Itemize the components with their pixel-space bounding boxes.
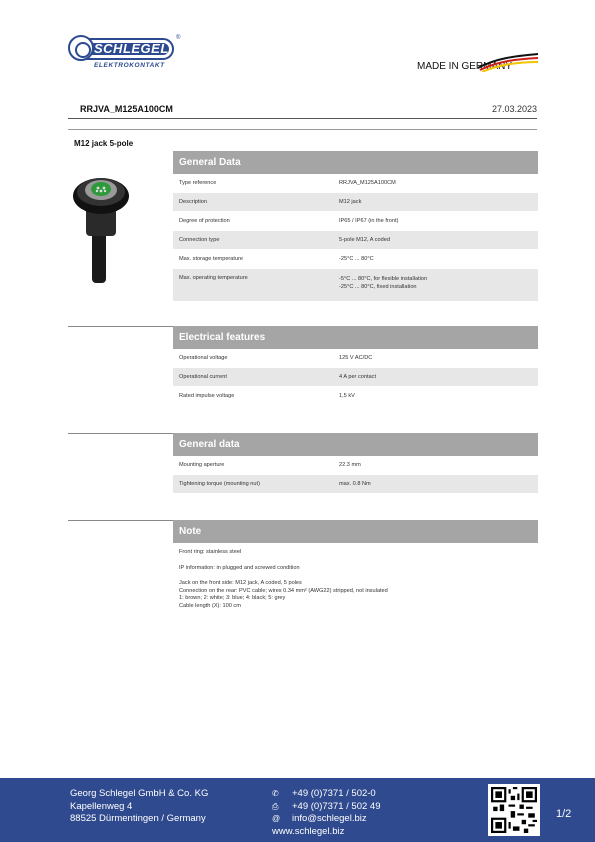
company-name: Georg Schlegel GmbH & Co. KG — [70, 788, 209, 799]
table-row — [173, 349, 538, 368]
row-value — [339, 275, 538, 291]
table-row — [173, 212, 538, 231]
document-id: RRJVA_M125A100CM — [80, 104, 173, 114]
email-icon: @ — [272, 814, 281, 823]
made-in-label: MADE IN GERMANY — [417, 61, 513, 72]
row-value: 1,5 kV — [339, 393, 355, 399]
fax-number: +49 (0)7371 / 502 49 — [292, 800, 381, 812]
logo-brand-text: SCHLEGEL — [94, 41, 169, 56]
note-paragraph: IP information: in plugged and screwed condition — [179, 564, 300, 571]
document-date: 27.03.2023 — [491, 104, 537, 114]
logo-emblem-icon — [68, 35, 94, 61]
note-line: Cable length (X): 100 cm — [179, 602, 241, 609]
table-row — [173, 269, 538, 302]
electrical-heading: Electrical features — [173, 326, 538, 349]
table-row — [173, 456, 538, 475]
table-row — [173, 193, 538, 212]
city-address: 88525 Dürmentingen / Germany — [70, 813, 206, 824]
email-link[interactable]: info@schlegel.biz — [292, 813, 367, 824]
table-row — [173, 387, 538, 406]
row-value-line: -5°C ... 80°C, for flexible installation — [339, 276, 428, 282]
row-key: Max. operating temperature — [179, 275, 248, 281]
company-logo — [70, 35, 181, 72]
row-key: Max. storage temperature — [179, 256, 244, 262]
note-heading: Note — [173, 520, 538, 543]
row-value: 22.3 mm — [339, 462, 361, 468]
general-data-section — [173, 151, 538, 302]
row-value: IP65 / IP67 (in the front) — [339, 218, 399, 224]
general-data-heading: General Data — [173, 151, 538, 174]
registered-mark: ® — [176, 35, 181, 41]
row-key: Degree of protection — [179, 218, 230, 224]
table-row — [173, 231, 538, 250]
row-value: RRJVA_M125A100CM — [339, 180, 396, 186]
qr-code — [488, 784, 540, 836]
street-address: Kapellenweg 4 — [70, 800, 133, 812]
row-key: Description — [179, 199, 207, 205]
header-divider-2 — [68, 129, 537, 130]
general-data-2-section — [173, 433, 538, 494]
row-key: Operational voltage — [179, 355, 228, 361]
product-title: M12 jack 5-pole — [74, 139, 134, 148]
general-data-2-heading: General data — [173, 433, 538, 456]
footer-contact — [272, 788, 380, 838]
row-key: Tightening torque (mounting nut) — [179, 481, 260, 487]
section-divider — [68, 520, 173, 521]
germany-flag-swoosh-icon — [476, 52, 540, 72]
section-divider — [68, 326, 173, 327]
note-line: 1: brown; 2: white; 3: blue; 4: black; 5: grey — [179, 595, 286, 602]
page-number: 1/2 — [556, 808, 572, 820]
note-paragraph: Front ring: stainless steel — [179, 549, 242, 555]
note-body — [173, 543, 538, 611]
logo-subtitle: ELEKTROKONTAKT — [94, 62, 165, 69]
row-value: max. 0.8 Nm — [339, 481, 371, 487]
row-value: 4 A per contact — [339, 374, 377, 380]
row-value-line: -25°C ... 80°C, fixed installation — [339, 284, 417, 290]
page-footer — [0, 778, 595, 842]
note-section — [173, 520, 538, 611]
fax-icon: ⎙ — [272, 801, 279, 811]
note-line: Jack on the front side: M12 jack, A coded, 5 poles — [179, 580, 302, 587]
row-key: Rated impulse voltage — [179, 393, 235, 399]
table-row — [173, 174, 538, 193]
header-divider — [68, 118, 537, 119]
website-link[interactable]: www.schlegel.biz — [272, 825, 345, 837]
phone-icon: ✆ — [272, 789, 279, 798]
table-row — [173, 368, 538, 387]
row-value: 125 V AC/DC — [339, 355, 373, 361]
footer-address — [70, 788, 208, 826]
phone-number[interactable]: +49 (0)7371 / 502-0 — [292, 788, 376, 799]
table-row — [173, 250, 538, 269]
row-value: M12 jack — [339, 199, 362, 205]
section-divider — [68, 433, 173, 434]
note-line: Connection on the rear: PVC cable; wires 0.34 mm² (AWG22) stripped, not insulated — [179, 587, 388, 594]
row-key: Type reference — [179, 180, 217, 186]
row-value: 5-pole M12, A coded — [339, 237, 391, 243]
product-image — [60, 168, 150, 288]
electrical-section — [173, 326, 538, 406]
row-value: -25°C ... 80°C — [339, 256, 374, 262]
table-row — [173, 475, 538, 494]
row-key: Mounting aperture — [179, 462, 225, 468]
row-key: Connection type — [179, 237, 220, 243]
row-key: Operational current — [179, 374, 227, 380]
